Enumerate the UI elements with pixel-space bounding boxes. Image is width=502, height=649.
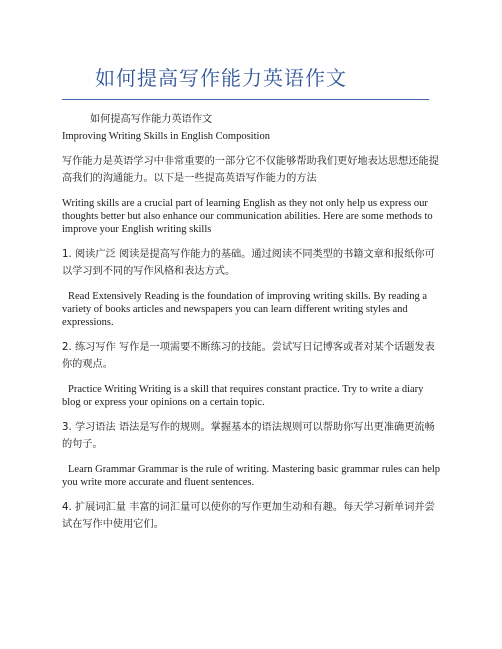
- subtitle-zh: 如何提高写作能力英语作文: [90, 114, 213, 125]
- method-3-zh: 3. 学习语法 语法是写作的规则。掌握基本的语法规则可以帮助你写出更准确更流畅的句子。: [62, 422, 435, 450]
- method-2-en: Practice Writing Writing is a skill that requires constant practice. Try to write a diary blog or express your opinions on a certain topic.: [62, 384, 424, 408]
- document-body: [62, 111, 442, 533]
- title-divider: [62, 99, 429, 100]
- document-title: 如何提高写作能力英语作文: [95, 66, 347, 90]
- subtitle-en: Improving Writing Skills in English Composition: [62, 131, 270, 142]
- intro-zh: 写作能力是英语学习中非常重要的一部分它不仅能够帮助我们更好地表达思想还能提高我们的沟通能力。以下是一些提高英语写作能力的方法: [62, 156, 439, 184]
- method-4-zh: 4. 扩展词汇量 丰富的词汇量可以使你的写作更加生动和有趣。每天学习新单词并尝试在写作中使用它们。: [62, 502, 435, 530]
- method-1-zh: 1. 阅读广泛 阅读是提高写作能力的基础。通过阅读不同类型的书籍文章和报纸你可以学习到不同的写作风格和表达方式。: [62, 249, 435, 277]
- method-2-zh: 2. 练习写作 写作是一项需要不断练习的技能。尝试写日记博客或者对某个话题发表你的观点。: [62, 342, 435, 370]
- method-1-en: Read Extensively Reading is the foundation of improving writing skills. By reading a variety of books articles and newspapers you can learn different writing styles and expressions.: [62, 291, 427, 328]
- method-3-en: Learn Grammar Grammar is the rule of writing. Mastering basic grammar rules can help you write more accurate and fluent sentences.: [62, 464, 441, 488]
- intro-en: Writing skills are a crucial part of learning English as they not only help us express our thoughts better but also enhance our communication abilities. Here are some methods to improve your English writing skills: [62, 198, 433, 235]
